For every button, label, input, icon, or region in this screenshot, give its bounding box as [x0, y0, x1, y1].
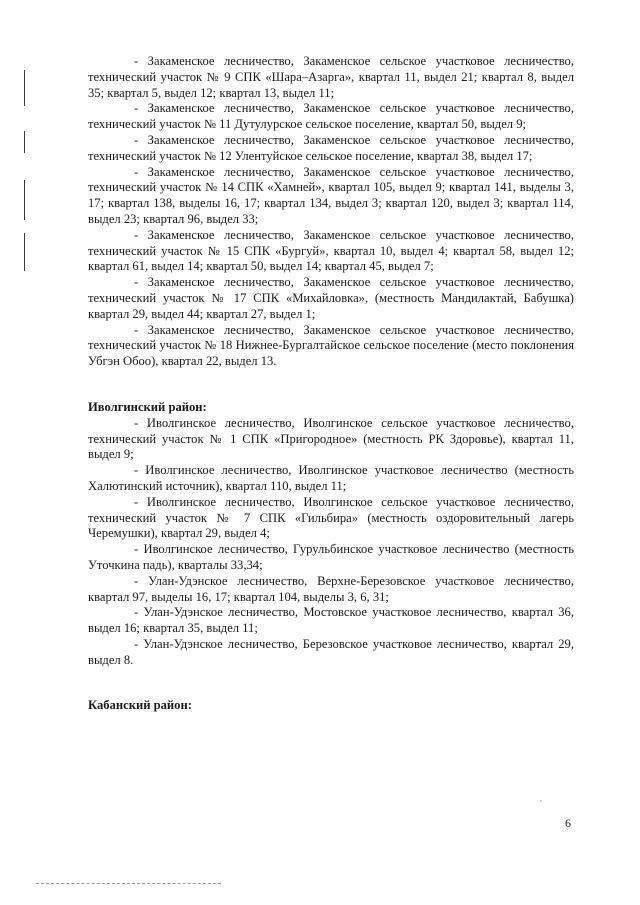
- list-item: - Иволгинское лесничество, Гурульбинское участковое лесничество (местность Уточкина падь), кварталы 33,34;: [88, 542, 574, 572]
- scan-speck: [540, 800, 542, 802]
- list-item: - Иволгинское лесничество, Иволгинское участковое лесничество (местность Халютинский источник), квартал 110, выдел 11;: [88, 463, 574, 493]
- list-item: - Закаменское лесничество, Закаменское сельское участковое лесничество, технический участок № 15 СПК «Бургуй», квартал 10, выдел 4; квартал 58, выдел 12; квартал 61, выдел 14; квартал 50, выдел 14; квартал 45, выдел 7;: [88, 227, 574, 274]
- list-item: - Улан-Удэнское лесничество, Мостовское участковое лесничество, квартал 36, выдел 16; квартал 35, выдел 11;: [88, 605, 574, 636]
- list-item: - Иволгинское лесничество, Иволгинское сельское участковое лесничество, технический участок № 1 СПК «Пригородное» (местность РК Здоровье), квартал 11, выдел 9;: [88, 415, 574, 462]
- page-number: 6: [565, 816, 571, 830]
- list-item: - Закаменское лесничество, Закаменское сельское участковое лесничество, технический участок № 14 СПК «Хамней», квартал 105, выдел 9; квартал 141, выделы 3, 17; квартал 138, выделы 16, 17; квартал 134, выдел 3; квартал 120, выдел 3; квартал 114, выдел 23; квартал 96, выдел 33;: [88, 164, 574, 226]
- margin-change-bar: [24, 180, 25, 220]
- margin-change-bar: [24, 233, 25, 271]
- document-body: [88, 54, 574, 714]
- list-item: - Закаменское лесничество, Закаменское сельское участковое лесничество, технический участок № 11 Дутулурское сельское поселение, квартал 50, выдел 9;: [88, 101, 574, 132]
- list-item: - Иволгинское лесничество, Иволгинское сельское участковое лесничество, технический участок № 7 СПК «Гильбира» (местность оздоровительный лагерь Черемушки), квартал 29, выдел 4;: [88, 494, 574, 541]
- list-item: - Улан-Удэнское лесничество, Березовское участковое лесничество, квартал 29, выдел 8.: [88, 636, 574, 667]
- margin-change-bar: [24, 131, 25, 153]
- list-item: - Закаменское лесничество, Закаменское сельское участковое лесничество, технический участок № 18 Нижнее-Бургалтайское сельское поселение (место поклонения Убгэн Обоо), квартал 22, выдел 13.: [88, 322, 574, 369]
- section-heading-ivolginsky: Иволгинский район:: [88, 399, 207, 414]
- list-item: - Улан-Удэнское лесничество, Верхне-Березовское участковое лесничество, квартал 97, выделы 16, 17; квартал 104, выделы 3, 6, 31;: [88, 573, 574, 604]
- section-heading-kabansky: Кабанский район:: [88, 698, 192, 713]
- list-item: - Закаменское лесничество, Закаменское сельское участковое лесничество, технический участок № 12 Улентуйское сельское поселение, квартал 38, выдел 17;: [88, 132, 574, 163]
- footer-rule: [36, 883, 221, 884]
- margin-change-bar: [24, 70, 25, 106]
- list-item: - Закаменское лесничество, Закаменское сельское участковое лесничество, технический участок № 17 СПК «Михайловка», (местность Мандилактай, Бабушка) квартал 29, выдел 44; квартал 27, выдел 1;: [88, 275, 574, 321]
- list-item: - Закаменское лесничество, Закаменское сельское участковое лесничество, технический участок № 9 СПК «Шара–Азарга», квартал 11, выдел 21; квартал 8, выдел 35; квартал 5, выдел 12; квартал 13, выдел 11;: [88, 54, 574, 100]
